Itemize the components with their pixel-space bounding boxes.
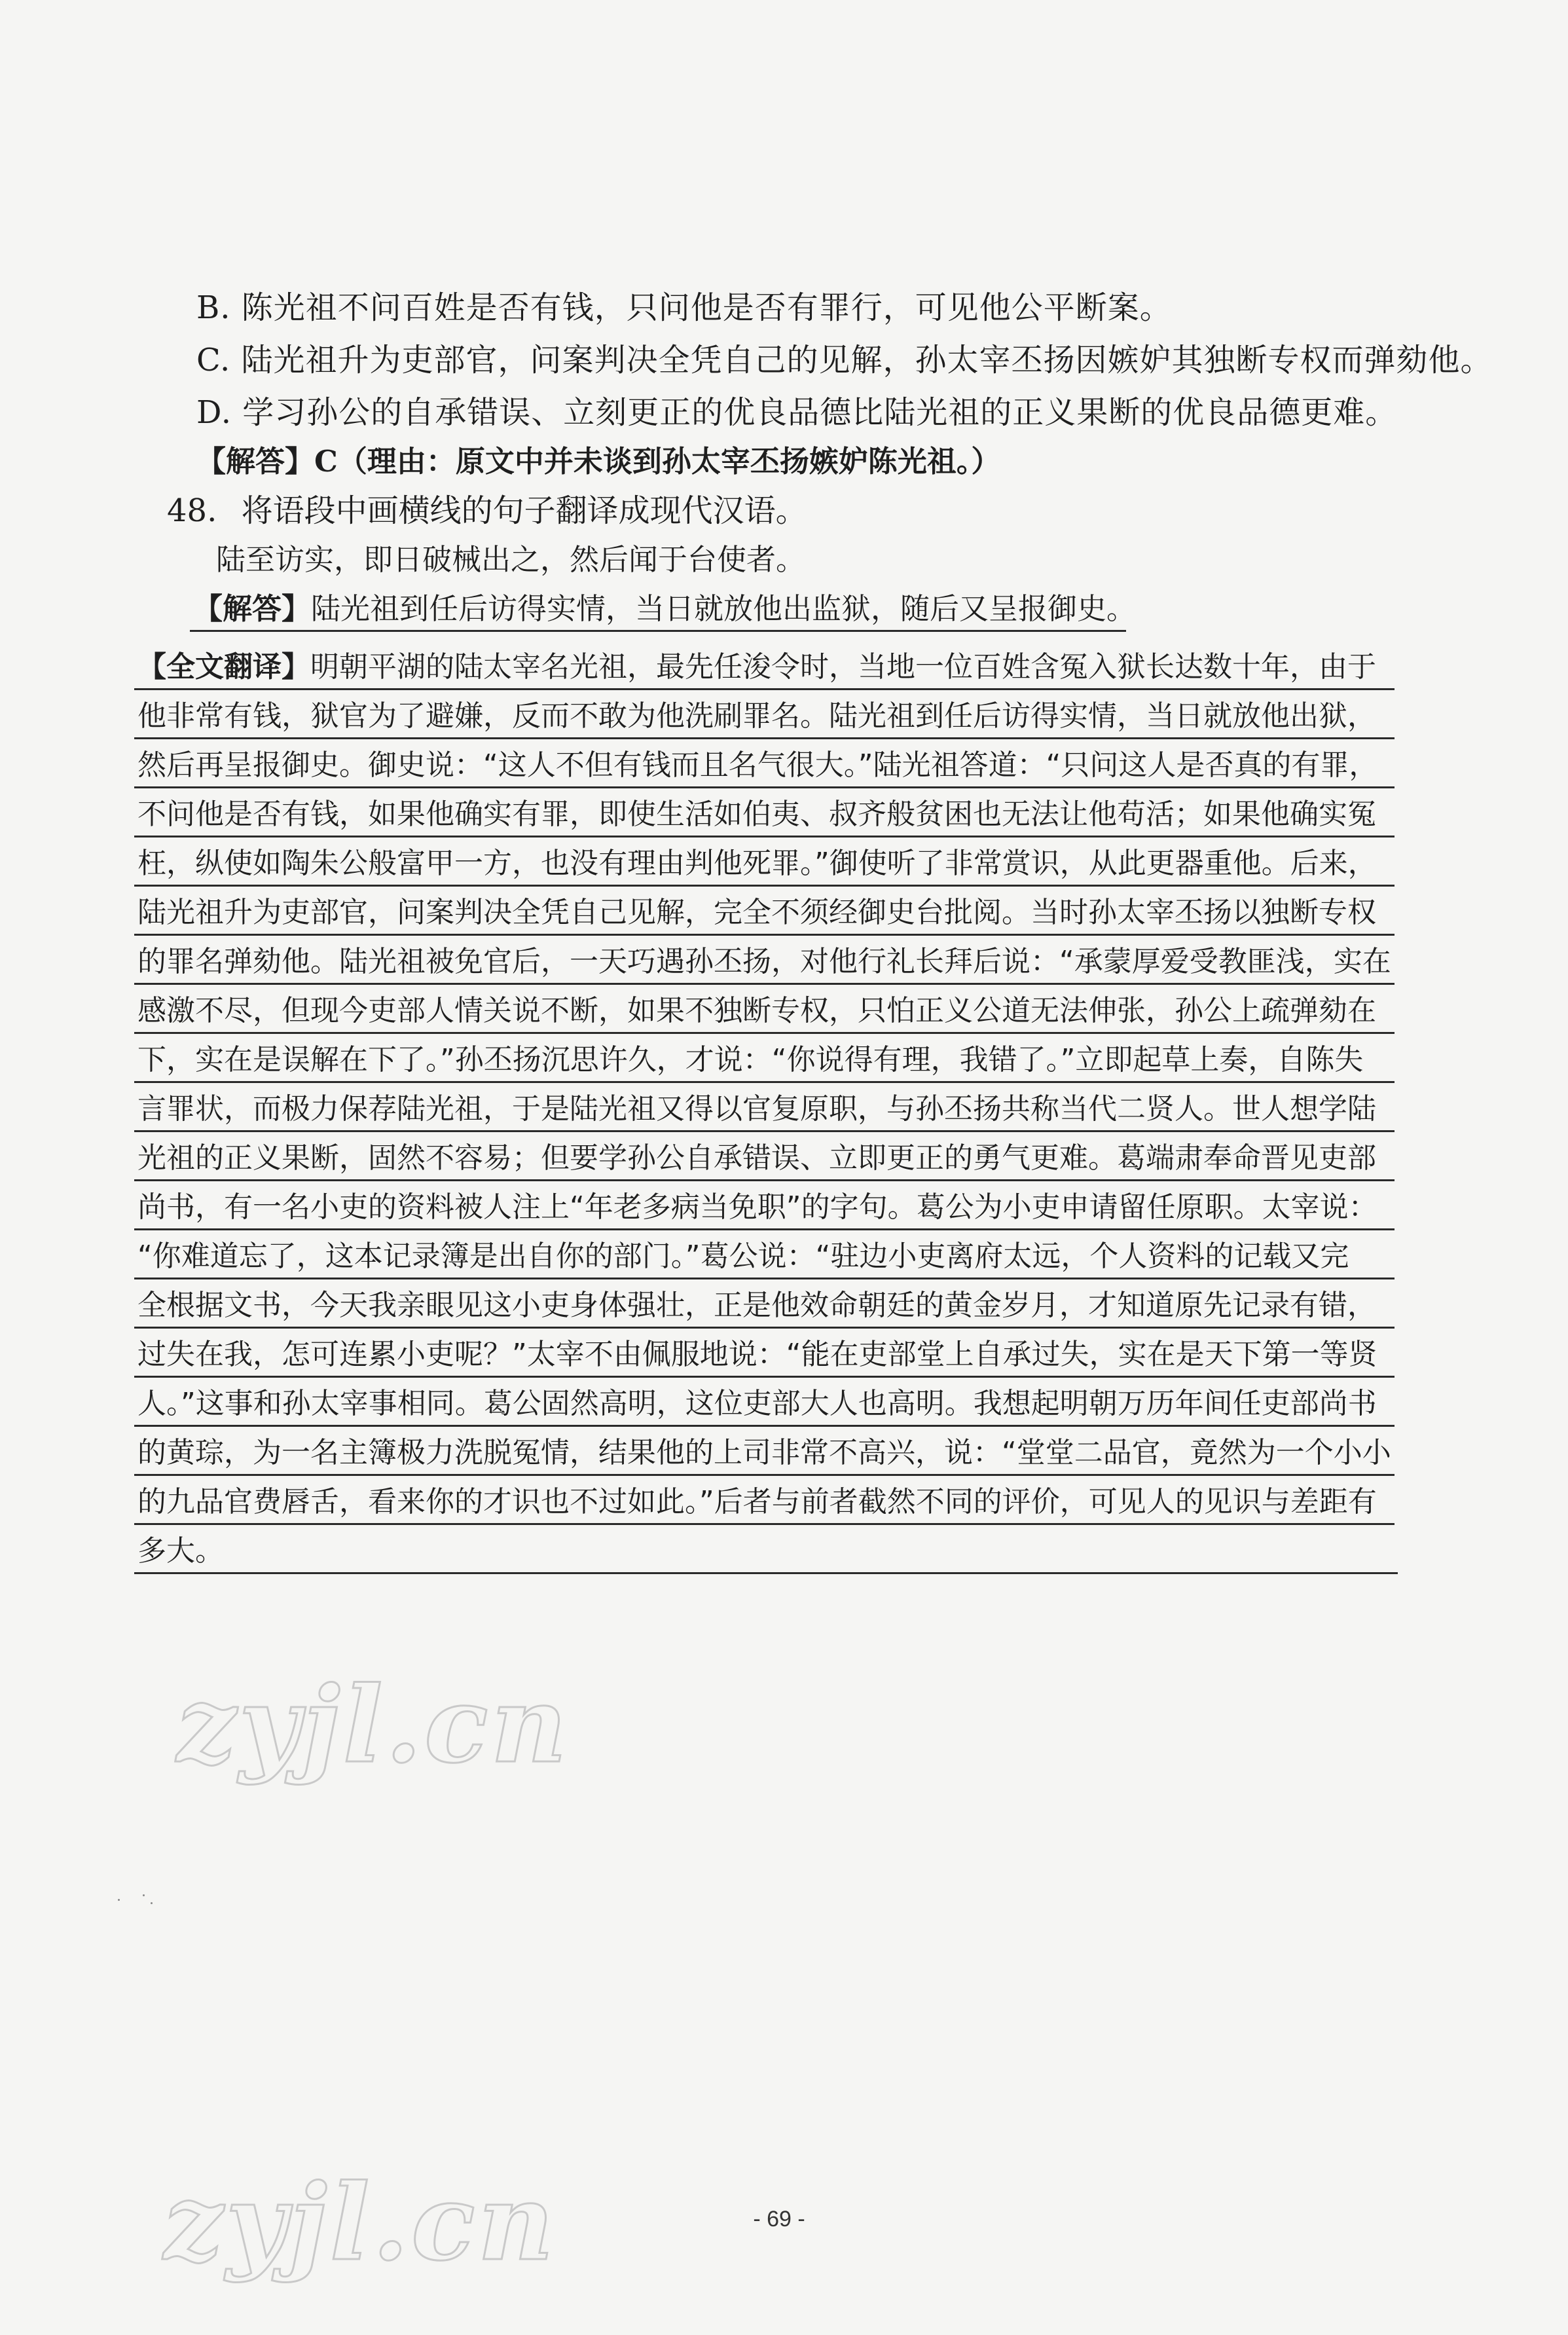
translation-line xyxy=(137,1283,1421,1328)
option-c: C. 陆光祖升为吏部官，问案判决全凭自己的见解，孙太宰丕扬因嫉妒其独断专权而弹劾他。 xyxy=(196,342,1493,378)
translation-line xyxy=(137,743,1421,788)
translation-underline xyxy=(134,934,1395,936)
answer-text: 陆光祖到任后访得实情，当日就放他出监狱，随后又呈报御史。 xyxy=(311,591,1137,626)
translation-text: 不问他是否有钱，如果他确实有罪，即使生活如伯夷、叔齐般贫困也无法让他苟活；如果他确实冤 xyxy=(137,798,1376,831)
translation-line xyxy=(137,841,1421,886)
translation-underline xyxy=(134,885,1395,887)
translation-underline xyxy=(134,1474,1395,1476)
translation-underline xyxy=(134,1228,1395,1230)
translation-text: 枉，纵使如陶朱公般富甲一方，也没有理由判他死罪。”御使听了非常赏识，从此更器重他。后来， xyxy=(137,847,1377,880)
translation-line xyxy=(137,1136,1421,1181)
translation-underline xyxy=(134,1278,1395,1279)
question-number: 48. xyxy=(167,492,217,529)
scan-speck xyxy=(118,1899,120,1901)
translation-text: 明朝平湖的陆太宰名光祖，最先任浚令时，当地一位百姓含冤入狱长达数十年，由于 xyxy=(310,650,1376,684)
answer-label: 【解答】 xyxy=(193,591,312,626)
translation-text: 下，实在是误解在下了。”孙丕扬沉思许久，才说：“你说得有理，我错了。”立即起草上奏，自陈失 xyxy=(137,1043,1364,1076)
translation-underline xyxy=(134,1327,1395,1329)
translation-text: 他非常有钱，狱官为了避嫌，反而不敢为他洗刷罪名。陆光祖到任后访得实情，当日就放他出狱， xyxy=(137,699,1376,733)
answer-47: 【解答】C（理由：原文中并未谈到孙太宰丕扬嫉妒陈光祖。） xyxy=(196,444,1001,479)
translation-line xyxy=(137,645,1421,689)
translation-line xyxy=(137,694,1421,739)
translation-line xyxy=(137,792,1421,837)
option-b: B. 陈光祖不问百姓是否有钱，只问他是否有罪行，可见他公平断案。 xyxy=(196,289,1172,326)
answer-48 xyxy=(193,589,1136,629)
translation-underline xyxy=(134,1376,1395,1378)
translation-line xyxy=(137,1038,1421,1082)
translation-underline xyxy=(134,983,1395,985)
translation-text: 的罪名弹劾他。陆光祖被免官后，一天巧遇孙丕扬，对他行礼长拜后说：“承蒙厚爱受教匪浅，实在 xyxy=(137,945,1391,978)
translation-line xyxy=(137,1234,1421,1279)
translation-line xyxy=(137,1431,1421,1475)
translation-underline xyxy=(134,1179,1395,1181)
translation-label: 【全文翻译】 xyxy=(137,650,310,684)
translation-underline xyxy=(134,737,1395,739)
answer-underline xyxy=(190,630,1126,632)
translation-underline xyxy=(134,1425,1395,1427)
translation-underline xyxy=(134,786,1395,788)
translation-text: 光祖的正义果断，固然不容易；但要学孙公自承错误、立即更正的勇气更难。葛端肃奉命晋见吏部 xyxy=(137,1141,1376,1175)
translation-text: 尚书，有一名小吏的资料被人注上“年老多病当免职”的字句。葛公为小吏申请留任原职。太宰说： xyxy=(137,1190,1377,1224)
translation-text: 过失在我，怎可连累小吏呢？”太宰不由佩服地说：“能在吏部堂上自承过失，实在是天下第一等贤 xyxy=(137,1338,1377,1371)
translation-line xyxy=(137,1185,1421,1230)
underlined-sentence: 陆至访实，即日破械出之，然后闻于台使者。 xyxy=(216,542,806,577)
translation-text: 言罪状，而极力保荐陆光祖，于是陆光祖又得以官复原职，与孙丕扬共称当代二贤人。世人想学陆 xyxy=(137,1092,1376,1126)
translation-underline xyxy=(134,688,1395,690)
translation-text: 的九品官费唇舌，看来你的才识也不过如此。”后者与前者截然不同的评价，可见人的见识与差距有 xyxy=(137,1485,1377,1518)
translation-text: 多大。 xyxy=(137,1534,224,1568)
translation-text: 感激不尽，但现今吏部人情关说不断，如果不独断专权，只怕正义公道无法伸张，孙公上疏弹劾在 xyxy=(137,994,1376,1027)
translation-underline xyxy=(134,1572,1398,1574)
translation-underline xyxy=(134,836,1395,837)
scan-speck xyxy=(151,1902,153,1904)
translation-underline xyxy=(134,1081,1395,1083)
translation-line xyxy=(137,1480,1421,1524)
question-48 xyxy=(167,491,807,530)
translation-line xyxy=(137,891,1421,935)
translation-text: 然后再呈报御史。御史说：“这人不但有钱而且名气很大。”陆光祖答道：“只问这人是否真的有罪， xyxy=(137,748,1378,782)
translation-text: 陆光祖升为吏部官，问案判决全凭自己见解，完全不须经御史台批阅。当时孙太宰丕扬以独断专权 xyxy=(137,896,1376,929)
translation-underline xyxy=(134,1032,1395,1034)
translation-line xyxy=(137,989,1421,1033)
translation-underline xyxy=(134,1130,1395,1132)
translation-line xyxy=(137,1333,1421,1377)
translation-underline xyxy=(134,1523,1395,1525)
watermark-logo: zyjl.cn xyxy=(164,2161,556,2284)
translation-line xyxy=(137,1529,1421,1573)
option-d: D. 学习孙公的自承错误、立刻更正的优良品德比陆光祖的正义果断的优良品德更难。 xyxy=(196,394,1398,431)
translation-line xyxy=(137,1382,1421,1426)
scan-speck xyxy=(143,1894,145,1896)
translation-text: “你难道忘了，这本记录簿是出自你的部门。”葛公说：“驻边小吏离府太远，个人资料的记载又完 xyxy=(137,1240,1349,1273)
question-prompt: 将语段中画横线的句子翻译成现代汉语。 xyxy=(241,492,807,529)
translation-line xyxy=(137,940,1421,984)
watermark-logo: zyjl.cn xyxy=(177,1663,570,1786)
page-number: - 69 - xyxy=(753,2207,805,2232)
translation-text: 人。”这事和孙太宰事相同。葛公固然高明，这位吏部大人也高明。我想起明朝万历年间任吏部尚书 xyxy=(137,1387,1377,1420)
translation-line xyxy=(137,1087,1421,1131)
translation-text: 的黄琮，为一名主簿极力洗脱冤情，结果他的上司非常不高兴，说：“堂堂二品官，竟然为一个小小 xyxy=(137,1436,1391,1469)
translation-text: 全根据文书，今天我亲眼见这小吏身体强壮，正是他效命朝廷的黄金岁月，才知道原先记录有错， xyxy=(137,1289,1376,1322)
